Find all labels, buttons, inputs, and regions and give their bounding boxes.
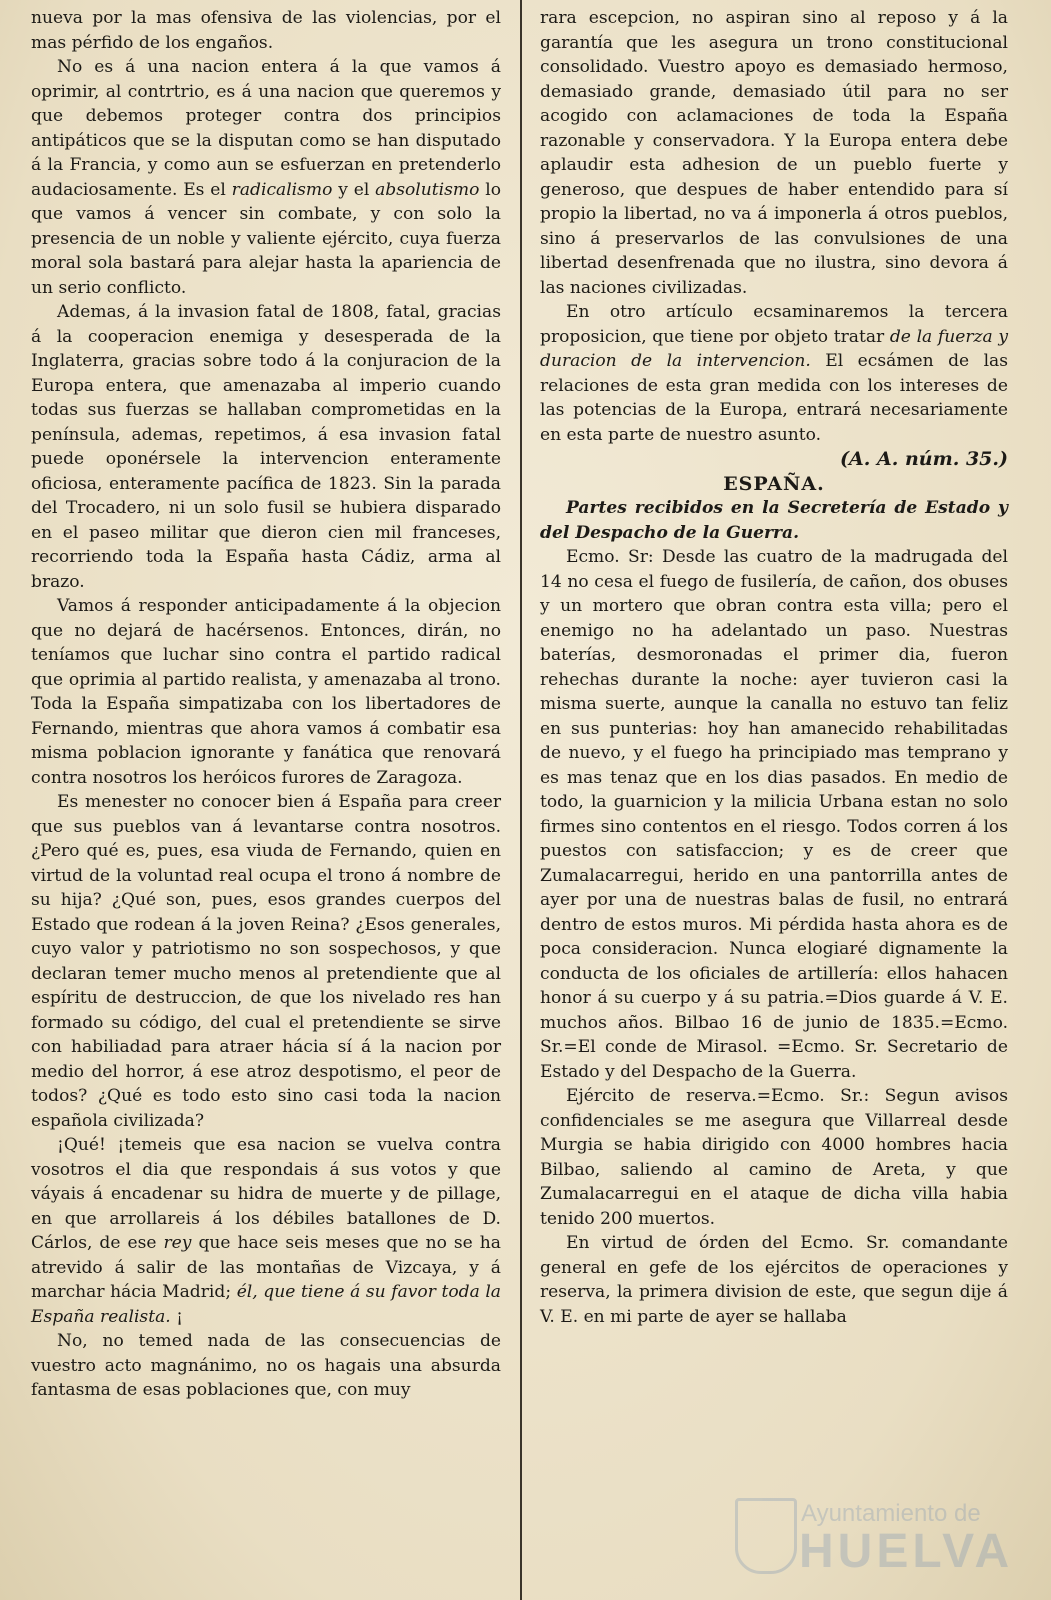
paragraph xyxy=(540,1084,1008,1231)
italic-text: de la fuerza y duracion de la intervencion. xyxy=(540,326,1008,371)
article-signature: (A. A. núm. 35.) xyxy=(840,448,1008,470)
italic-text: él, que tiene á su favor toda la España realista. xyxy=(31,1282,501,1327)
text-run: Ecmo. Sr: Desde las cuatro de la madrugada del 14 no cesa el fuego de fusilería, de cañon, dos obuses y un mortero que obran contra esta villa; pero el enemigo no ha adelantado un paso. Nuestras baterías, desmoronadas el primer dia, fueron rehechas durante la noche: ayer tuvieron casi la misma suerte, aunque la canalla no estuvo tan feliz en sus punterias: hoy han amanecido rehabilitadas de nuevo, y el fuego ha principiado mas temprano y es mas tenaz que en los dias pasados. En medio de todo, la guarnicion y la milicia Urbana estan no solo firmes sino contentos en el riesgo. Todos corren á los puestos con satisfaccion; y es de creer que Zumalacarregui, herido en una pantorrilla antes de ayer por una de nuestras balas de fusil, no entrará dentro de estos muros. Mi pérdida hasta ahora es de poca consideracion. Nunca elogiaré dignamente la conducta de los oficiales de artillería: ellos hahacen honor á su cuerpo y á su patria.=Dios guarde á V. E. muchos años. Bilbao 16 de junio de 1835.=Ecmo. Sr.=El conde de Mirasol. =Ecmo. Sr. Secretario de Estado y del Despacho de la Guerra. xyxy=(540,547,1008,1082)
text-run: nueva por la mas ofensiva de las violencias, por el mas pérfido de los engaños. xyxy=(31,8,501,53)
watermark-line2: HUELVA xyxy=(799,1525,1014,1578)
text-run: Es menester no conocer bien á España para creer que sus pueblos van á levantarse contra nosotros. ¿Pero qué es, pues, esa viuda de Fernando, quien en virtud de la voluntad real ocupa el trono á nombre de su hija? ¿Qué son, pues, esos grandes cuerpos del Estado que rodean á la joven Reina? ¿Esos generales, cuyo valor y patriotismo no son sospechosos, y que declaran temer mucho menos al pretendiente que al espíritu de destruccion, de que los nivelado res han formado su código, del cual el pretendiente se sirve con habiliadad para atraer hácia sí á la nacion por medio del horror, á ese atroz despotismo, el peor de todos? ¿Qué es todo esto sino casi toda la nacion española civilizada? xyxy=(31,792,501,1131)
left-column xyxy=(31,6,501,1403)
text-run: En otro artículo ecsaminaremos la tercera proposicion, que tiene por objeto tratar xyxy=(540,302,1008,347)
watermark-line1: Ayuntamiento de xyxy=(801,1500,981,1527)
text-run: ¡ xyxy=(170,1306,184,1327)
text-run: Vamos á responder anticipadamente á la objecion que no dejará de hacérsenos. Entonces, dirán, no teníamos que luchar sino contra el partido radical que oprimia al partido realista, y amenazaba al trono. Toda la España simpatizaba con los libertadores de Fernando, mientras que ahora vamos á combatir esa misma poblacion ignorante y fanática que renovará contra nosotros los heróicos furores de Zaragoza. xyxy=(31,596,501,788)
text-run: rara escepcion, no aspiran sino al reposo y á la garantía que les asegura un trono constitucional consolidado. Vuestro apoyo es demasiado hermoso, demasiado grande, demasiado útil para no ser acogido con aclamaciones de toda la España razonable y conservadora. Y la Europa entera debe aplaudir esta adhesion de un pueblo fuerte y generoso, que despues de haber entendido para sí propio la libertad, no va á imponerla á otros pueblos, sino á preservarlos de las convulsiones de una libertad desenfrenada que no ilustra, sino devora á las naciones civilizadas. xyxy=(540,8,1008,298)
italic-text: absolutismo xyxy=(375,179,480,200)
text-run: lo que vamos á vencer sin combate, y con solo la presencia de un noble y valiente ejército, cuya fuerza moral sola bastará para alejar hasta la apariencia de un serio conflicto. xyxy=(31,179,501,298)
text-run: No, no temed nada de las consecuencias de vuestro acto magnánimo, no os hagais una absurda fantasma de esas poblaciones que, con muy xyxy=(31,1331,501,1400)
text-run: Ejército de reserva.=Ecmo. Sr.: Segun avisos confidenciales se me asegura que Villarreal desde Murgia se habia dirigido con 4000 hombres hacia Bilbao, saliendo al camino de Areta, y que Zumalacarregui en el ataque de dicha villa habia tenido 200 muertos. xyxy=(540,1086,1008,1229)
right-column-top-text xyxy=(540,6,1008,447)
paragraph xyxy=(31,55,501,300)
text-run: ¡Qué! ¡temeis que esa nacion se vuelva contra vosotros el dia que respondais á sus votos y que váyais á encadenar su hidra de muerte y de pillage, en que arrollareis á los débiles batallones de D. Cárlos, de ese xyxy=(31,1135,501,1253)
paragraph xyxy=(540,545,1008,1084)
text-run: Ademas, á la invasion fatal de 1808, fatal, gracias á la cooperacion enemiga y desesperada de la Inglaterra, gracias sobre todo á la conjuracion de la Europa entera, que amenazaba al imperio cuando todas sus fuerzas se hallaban comprometidas en la península, ademas, repetimos, á esa invasion fatal puede oponérsele la intervencion enteramente oficiosa, enteramente pacífica de 1823. Sin la parada del Trocadero, ni un solo fusil se hubiera disparado en el paseo militar que dieron cien mil franceses, recorriendo toda la España hasta Cádiz, arma al brazo. xyxy=(31,302,501,592)
italic-text: radicalismo xyxy=(231,179,333,200)
watermark xyxy=(735,1490,1035,1580)
paragraph xyxy=(31,1329,501,1403)
section-subheading: Partes recibidos en la Secretería de Estado y del Despacho de la Guerra. xyxy=(540,498,1008,543)
paragraph xyxy=(31,594,501,790)
paragraph xyxy=(31,790,501,1133)
coat-of-arms-icon xyxy=(735,1498,797,1574)
text-run: En virtud de órden del Ecmo. Sr. comandante general en gefe de los ejércitos de operaciones y reserva, la primera division de este, que segun dije á V. E. en mi parte de ayer se hallaba xyxy=(540,1233,1008,1327)
paragraph xyxy=(31,300,501,594)
italic-text: rey xyxy=(163,1233,192,1253)
paragraph xyxy=(31,1133,501,1329)
paragraph xyxy=(31,6,501,55)
column-divider xyxy=(520,0,522,1600)
paragraph xyxy=(540,1231,1008,1329)
text-run: No es á una nacion entera á la que vamos á oprimir, al contrtrio, es á una nacion que queremos y que debemos proteger contra dos principios antipáticos que se la disputan como se han disputado á la Francia, y como aun se esfuerzan en pretenderlo audaciosamente. Es el xyxy=(31,57,501,200)
right-column-bottom-text xyxy=(540,545,1008,1329)
text-run: y el xyxy=(332,179,376,200)
right-column xyxy=(540,6,1008,1329)
paragraph xyxy=(540,300,1008,447)
text-run: que hace seis meses que no se ha atrevido á salir de las montañas de Vizcaya, y á marchar hácia Madrid; xyxy=(31,1233,501,1302)
paragraph xyxy=(540,6,1008,300)
section-heading: ESPAÑA. xyxy=(723,472,825,495)
text-run: El ecsámen de las relaciones de esta gran medida con los intereses de las potencias de la Europa, entrará necesariamente en esta parte de nuestro asunto. xyxy=(540,351,1008,445)
